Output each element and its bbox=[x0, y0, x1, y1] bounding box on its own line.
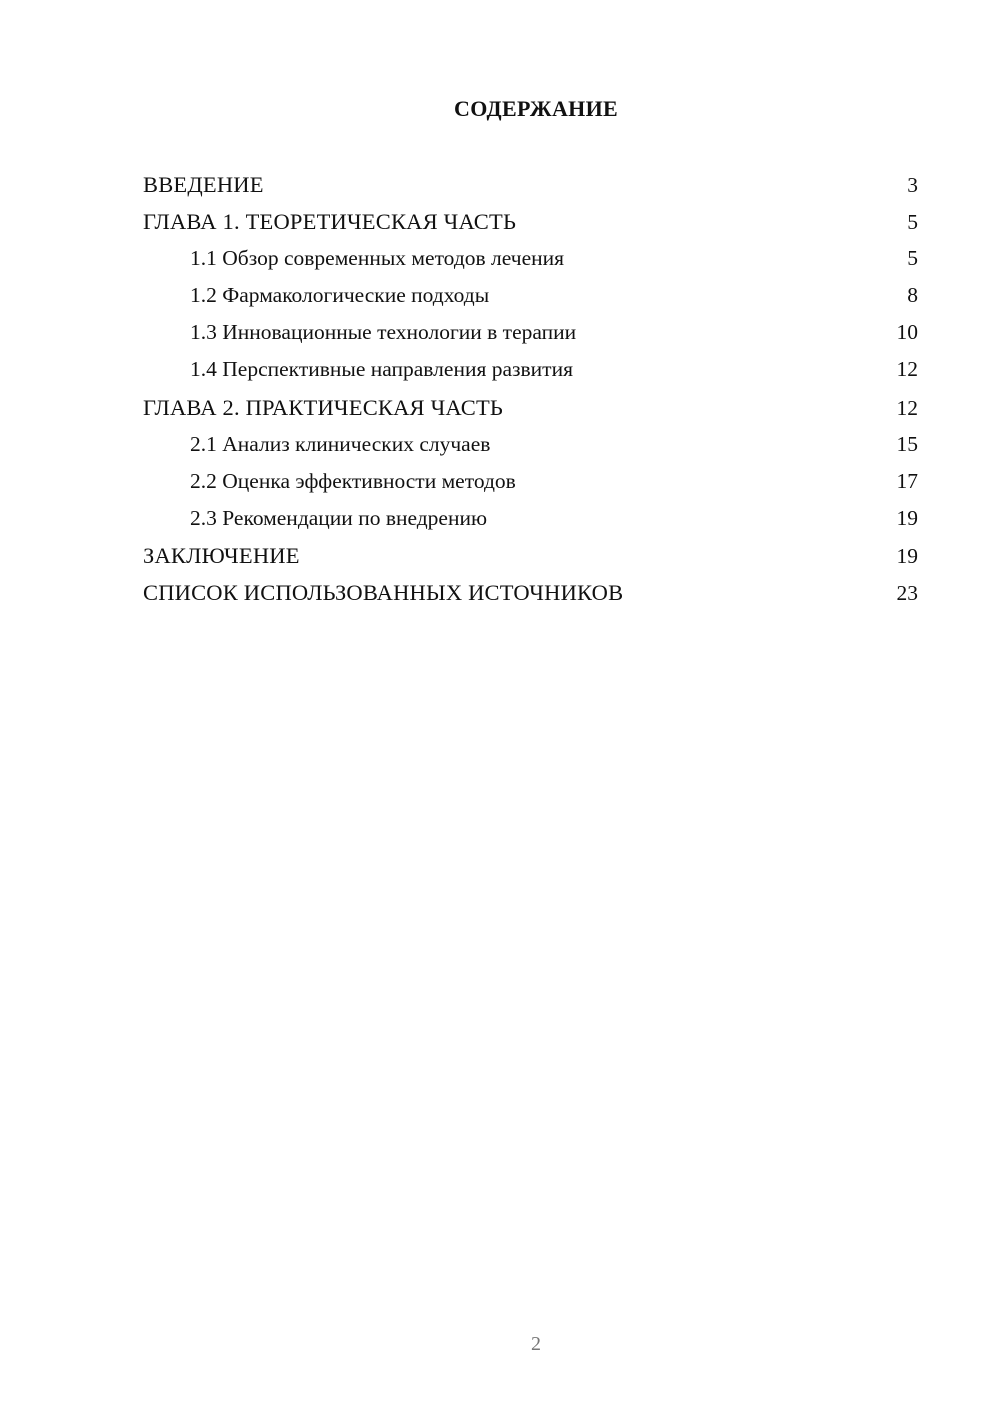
toc-title: СОДЕРЖАНИЕ bbox=[454, 96, 618, 121]
toc-entry-page: 15 bbox=[896, 431, 918, 456]
toc-entry-label: СПИСОК ИСПОЛЬЗОВАННЫХ ИСТОЧНИКОВ bbox=[143, 580, 624, 606]
toc-entry-label: ГЛАВА 1. ТЕОРЕТИЧЕСКАЯ ЧАСТЬ bbox=[143, 209, 517, 235]
toc-entry-references[interactable] bbox=[143, 574, 918, 611]
toc-entry-label: 1.4 Перспективные направления развития bbox=[190, 357, 573, 382]
toc-entry-conclusion[interactable] bbox=[143, 537, 918, 574]
toc-entry-page: 19 bbox=[896, 505, 918, 530]
toc-entry-page: 10 bbox=[896, 320, 918, 345]
toc-entry-chapter-2[interactable] bbox=[143, 389, 918, 426]
toc-entry-page: 5 bbox=[907, 246, 918, 271]
toc-entry-section-1-4[interactable] bbox=[143, 351, 918, 388]
toc-entry-section-1-2[interactable] bbox=[143, 277, 918, 314]
toc-entry-page: 8 bbox=[907, 283, 918, 308]
toc-entry-page: 17 bbox=[896, 468, 918, 493]
page-number: 2 bbox=[531, 1333, 541, 1355]
toc-entry-label: ЗАКЛЮЧЕНИЕ bbox=[143, 542, 300, 568]
toc-entry-section-2-3[interactable] bbox=[143, 500, 918, 537]
toc-entry-label: 2.2 Оценка эффективности методов bbox=[190, 468, 516, 493]
toc-entry-label: 2.3 Рекомендации по внедрению bbox=[190, 505, 488, 530]
toc-entry-page: 12 bbox=[896, 395, 918, 420]
toc-entry-introduction[interactable] bbox=[143, 166, 918, 203]
toc-entry-label: ВВЕДЕНИЕ bbox=[143, 172, 264, 197]
toc-entry-section-1-3[interactable] bbox=[143, 314, 918, 351]
toc-entry-label: 1.3 Инновационные технологии в терапии bbox=[190, 320, 577, 345]
toc-entry-chapter-1[interactable] bbox=[143, 203, 918, 240]
toc-entry-label: 2.1 Анализ клинических случаев bbox=[190, 431, 491, 456]
toc-entry-section-2-2[interactable] bbox=[143, 463, 918, 500]
table-of-contents bbox=[143, 166, 918, 611]
toc-entry-label: 1.1 Обзор современных методов лечения bbox=[190, 246, 565, 271]
toc-entry-section-2-1[interactable] bbox=[143, 426, 918, 463]
toc-entry-page: 5 bbox=[907, 210, 918, 235]
toc-entry-label: ГЛАВА 2. ПРАКТИЧЕСКАЯ ЧАСТЬ bbox=[143, 394, 504, 420]
toc-entry-label: 1.2 Фармакологические подходы bbox=[190, 283, 490, 308]
toc-entry-section-1-1[interactable] bbox=[143, 240, 918, 277]
toc-entry-page: 3 bbox=[907, 173, 918, 197]
toc-entry-page: 12 bbox=[896, 357, 918, 382]
toc-entry-page: 19 bbox=[896, 543, 918, 568]
toc-entry-page: 23 bbox=[896, 581, 918, 606]
